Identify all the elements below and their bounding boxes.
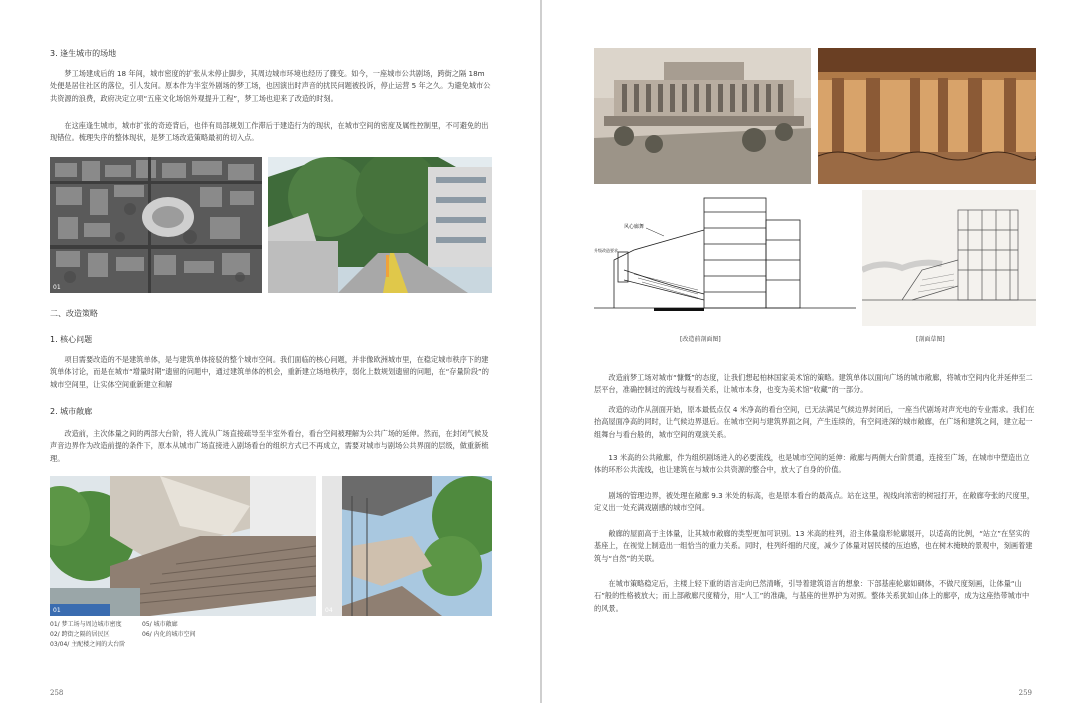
- section-drawing-before: [594, 190, 856, 326]
- core-issue-paragraph: [50, 354, 492, 391]
- section-heading: 3. 逢生城市的场地: [50, 49, 117, 58]
- paragraph-r5: 敞廊的屋面高于主体量，让其城市敞廊的类型更加可识别。13 米高的柱列，沿主体量扇形轮廓展开，以适高的比例，“站立”在坚实的基座上，在视觉上制造出一组恰当的重力关系。同时，柱列纤细的尺度，减少了体量对居民楼的压迫感，也在树木掩映的景观中，刻画着建筑与“自然”的关联。: [594, 529, 1033, 563]
- paragraph-r2: 改造的动作从剖面开始，原本最低点仅 4 米净高的看台空间，已无法满足气候边界封闭后，一座当代剧场对声光电的专业需求。我们在抬高屋面净高的同时，让气候边界退后。在城市空间与建筑界面之间，产生连续的，有空间进深的城市敞廊，在广场和建筑之间，建立起一组舞台与看台般的，城市空间的观演关系。: [594, 405, 1035, 439]
- aerial-photo: [50, 157, 262, 293]
- museum-photo: [594, 48, 811, 184]
- annotation-2: 升级改造要求: [594, 248, 618, 253]
- page-number-left: 258: [50, 689, 64, 697]
- right-paragraph-5: [594, 528, 1036, 565]
- paragraph-r3: 13 米高的公共敞廊，作为组织剧场进入的必要流线，也是城市空间的延伸：敞廊与两侧大台阶贯通，连接至广场，在城市中塑造出立体的环形公共流线，也让建筑在与城市公共资源的整合中，放大了自身的价值。: [594, 453, 1030, 475]
- caption-01: 01/ 梦工场与周边城市密度: [50, 621, 122, 628]
- density-paragraph: [50, 120, 492, 145]
- loggia-photo: [322, 476, 492, 616]
- section-sketch-label: [剖面草图]: [916, 336, 945, 343]
- photo-number-04: 04: [325, 607, 333, 614]
- urban-loggia-paragraph: [50, 428, 492, 465]
- caption-02: 02/ 跨街之隔的居民区: [50, 631, 110, 638]
- right-paragraph-6: [594, 578, 1036, 615]
- stairs-photo: [50, 476, 316, 616]
- paragraph-3: 项目需要改造的不是建筑单体，是与建筑单体接驳的整个城市空间。我们面临的核心问题，并非像欧洲城市里，在稳定城市秩序下的建筑单体讨论，而是在城市“增量时期”遗留的问题中，通过建筑单体的机会，重新建立场地秩序，弱化上数规划遗留的问题，在“存量阶段”的城市空间里，让实体空间重新建立和解: [50, 355, 489, 389]
- paragraph-4: 改造前，主次体量之间的两部大台阶，将人流从广场直接疏导至半室外看台，看台空间被理解为公共广场的延伸。然而，在封闭气候及声音边界作为改造前提的条件下，原本从城市广场直接进入剧场看台的组织方式已不再成立，需要对城市与剧场公共界面的层级，做重新梳理。: [50, 429, 489, 463]
- paragraph-2: 在这座逢生城市，城市扩张的奇迹背后，也伴有局部规划工作滞后于建造行为的现状，在城市空间的密度及属性控制里，不可避免的出现错位。梳理失序的整体现状，是梦工场改造策略最初的切入点。: [50, 121, 489, 143]
- section-before-label: [改造前剖面图]: [680, 336, 721, 343]
- photo-captions: [50, 620, 350, 650]
- paragraph-r4: 剧场的管理边界，被处理在敞廊 9.3 米处的标高，也是原本看台的最高点。站在这里，视线向浓密的树冠打开，在敞廊夸张的尺度里，定义出一处充满戏剧感的城市空间。: [594, 491, 1035, 513]
- annotation-1: 风心廊舞: [624, 224, 645, 230]
- street-photo: [268, 157, 492, 293]
- paragraph-r1: 改造前梦工场对城市“慷慨”的态度，让我们想起柏林国家美术馆的策略。建筑单体以面向广场的城市敞廊，将城市空间内化并延伸至二层平台，准确控制过的流线与视看关系，让城市本身，也变为美术馆“收藏”的一部分。: [594, 373, 1033, 395]
- right-page: [542, 0, 1080, 703]
- core-issue-heading: 1. 核心问题: [50, 335, 93, 344]
- right-paragraph-3: [594, 452, 1036, 477]
- paragraph-1: 梦工场建成后的 18 年间，城市密度的扩张从未停止脚步，其周边城市环境也经历了骤变。如今，一座城市公共剧场，跨街之隔 18m 处便是居住社区的落位，引人发问。原本作为半室外剧场的梦工场，也因演出时声音的扰民问题被投诉，停止运营 5 年之久。为避免城市公共资源的浪费，政府决定立项“五座文化场馆外观提升工程”，梦工场也迎来了改造的时刻。: [50, 69, 491, 103]
- caption-03-04: 03/04/ 主配楼之间的大台阶: [50, 641, 126, 648]
- page-number-right: 259: [1018, 689, 1032, 697]
- caption-05: 05/ 城市敞廊: [142, 621, 178, 628]
- caption-06: 06/ 内化的城市空间: [142, 631, 196, 638]
- colonnade-photo: [818, 48, 1036, 184]
- paragraph-r6: 在城市策略稳定后，主楼上轻下重的语言走向已然清晰，引导着建筑语言的想象：下部基座轮廓如碉体，不做尺度刻画，让体量“山石”般的性格被放大；而上部敞廊尺度精分，用“人工”的准确，与基座的世界护为对照。整体关系犹如山体上的廊亭，成为这座热带城市中的风景。: [594, 579, 1030, 613]
- right-paragraph-1: [594, 372, 1036, 397]
- photo-number-03: 01: [53, 607, 61, 614]
- right-paragraph-2: [594, 404, 1036, 441]
- urban-loggia-heading: 2. 城市敞廊: [50, 407, 93, 416]
- section-sketch: [862, 190, 1036, 326]
- intro-paragraph: [50, 68, 492, 105]
- strategy-heading: 二、改造策略: [50, 309, 98, 318]
- photo-number-01: 01: [53, 284, 61, 291]
- right-paragraph-4: [594, 490, 1036, 515]
